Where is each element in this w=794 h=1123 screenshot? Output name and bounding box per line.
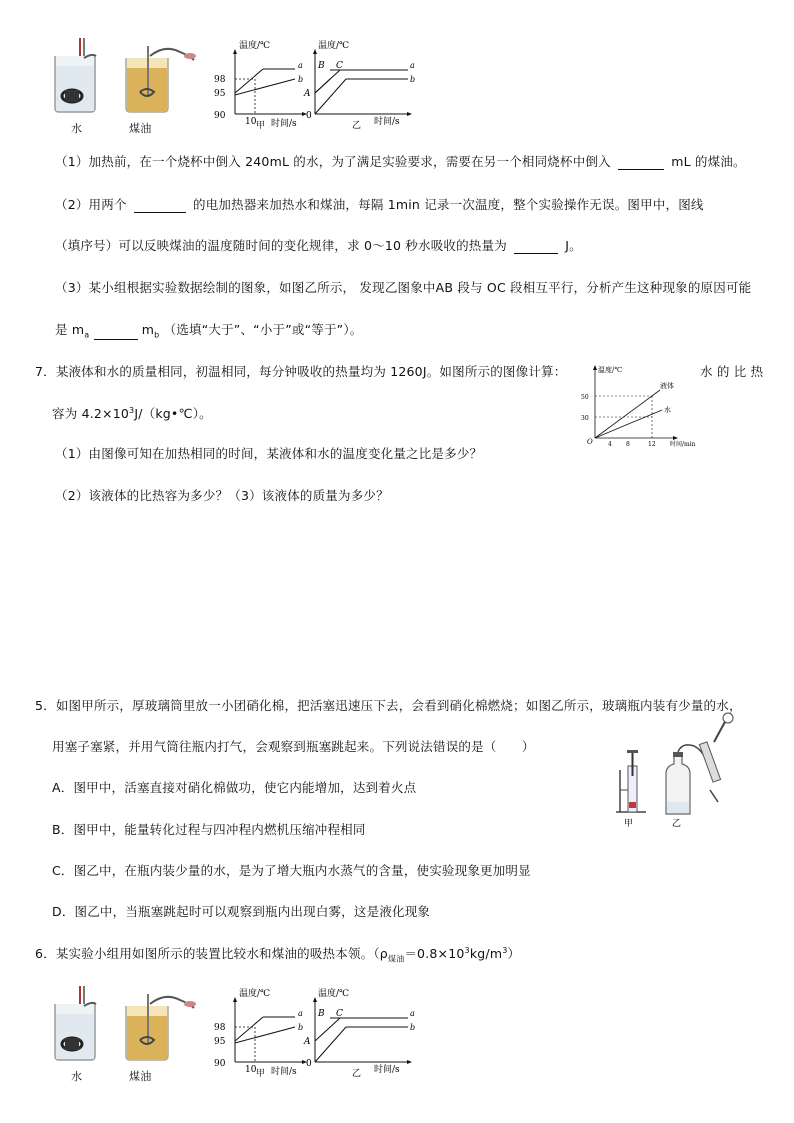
water-label: 水 [71, 1070, 83, 1083]
figure6-top [45, 38, 425, 138]
chart-yi-name: 乙 [352, 121, 362, 130]
chart-yi-origin: 0 [306, 1059, 312, 1069]
q7-line1: 7．某液体和水的质量相同，初温相同，每分钟吸收的热量均为 1260J。如图所示的图像计算： [35, 364, 567, 379]
q7-chart-xtick-4: 4 [608, 441, 612, 448]
chart-yi-point-c: C [336, 1009, 343, 1019]
q6-part2-line1: （2）用两个 的电加热器来加热水和煤油，每隔 1min 记录一次温度，整个实验操作无误。图甲中，图线 [55, 197, 704, 212]
q7-chart-origin: O [587, 438, 593, 446]
chart-yi-xlabel: 时间/s [374, 117, 400, 127]
chart-jia-name: 甲 [256, 1069, 266, 1078]
chart-jia-line-a: a [298, 61, 303, 70]
kerosene-beaker-image [120, 994, 200, 1062]
chart-yi-ylabel: 温度/℃ [318, 989, 350, 999]
chart-yi-point-a: A [304, 89, 311, 99]
water-label: 水 [71, 122, 83, 135]
chart-jia-line-b: b [298, 1023, 304, 1032]
q5-line1: 5．如图甲所示，厚玻璃筒里放一小团硝化棉，把活塞迅速压下去，会看到硝化棉燃烧；如图乙所示，玻璃瓶内装有少量的水， [35, 698, 742, 713]
chart-jia-ytick-98: 98 [214, 75, 226, 85]
q5-figure [610, 712, 745, 830]
q5-option-d[interactable]: D．图乙中，当瓶塞跳起时可以观察到瓶内出现白雾，这是液化现象 [52, 904, 431, 919]
answer-blank[interactable] [134, 199, 186, 213]
water-beaker-image [50, 38, 100, 113]
q7-chart-xlabel: 时间/min [670, 441, 696, 448]
chart-yi-point-b: B [318, 1009, 325, 1019]
q5-option-b[interactable]: B．图甲中，能量转化过程与四冲程内燃机压缩冲程相同 [52, 822, 366, 837]
q6-part3-line2: 是 $m_a$ $m_b$ （选填“大于”、“小于”或“等于”）。 [55, 322, 363, 340]
kerosene-label: 煤油 [129, 1070, 152, 1083]
chart-jia-ytick-95: 95 [214, 89, 226, 99]
answer-blank[interactable] [514, 240, 558, 254]
q5-fig-label-jia: 甲 [624, 819, 634, 829]
chart-yi-point-a: A [304, 1037, 311, 1047]
chart-yi-origin: 0 [306, 111, 312, 121]
chart-yi-line-a: a [410, 61, 415, 70]
chart-jia-ytick-90: 90 [214, 111, 226, 121]
chart-jia-xlabel: 时间/s [271, 1067, 297, 1077]
chart-yi-point-c: C [336, 61, 343, 71]
q7-chart-ytick-30: 30 [581, 415, 589, 422]
chart-yi-name: 乙 [352, 1069, 362, 1078]
q5-option-c[interactable]: C．图乙中，在瓶内装少量的水，是为了增大瓶内水蒸气的含量，使实验现象更加明显 [52, 863, 531, 878]
kerosene-label: 煤油 [129, 122, 152, 135]
chart-yi [300, 38, 415, 130]
q6-part3-line1: （3）某小组根据实验数据绘制的图象，如图乙所示， 发现乙图象中AB 段与 OC 段相互平行，分析产生这种现象的原因可能 [55, 280, 752, 295]
chart-jia-line-a: a [298, 1009, 303, 1018]
chart-yi-line-a: a [410, 1009, 415, 1018]
chart-jia-xtick-10: 10 [245, 117, 257, 127]
chart-yi-line-b: b [410, 1023, 415, 1032]
q7-sub2: （2）该液体的比热容为多少？（3）该液体的质量为多少？ [55, 488, 389, 503]
answer-blank[interactable] [94, 326, 138, 340]
chart-jia-ytick-95: 95 [214, 1037, 226, 1047]
q7-sub1: （1）由图像可知在加热相同的时间，某液体和水的温度变化量之比是多少？ [55, 446, 483, 461]
chart-yi [300, 986, 415, 1078]
q7-chart-series-water: 水 [664, 406, 671, 414]
q5-fig-label-yi: 乙 [672, 819, 682, 829]
chart-yi-line-b: b [410, 75, 415, 84]
water-beaker-image [50, 986, 100, 1061]
chart-jia-name: 甲 [256, 121, 266, 130]
chart-jia [203, 986, 308, 1078]
q6-part1: （1）加热前，在一个烧杯中倒入 240mL 的水，为了满足实验要求，需要在另一个相同烧杯中倒入 mL 的煤油。 [55, 154, 746, 169]
q7-chart-xtick-8: 8 [626, 441, 630, 448]
chart-yi-xlabel: 时间/s [374, 1065, 400, 1075]
chart-jia-xlabel: 时间/s [271, 119, 297, 129]
q5-line2: 用塞子塞紧，并用气筒往瓶内打气，会观察到瓶塞跳起来。下列说法错误的是（ ） [52, 739, 535, 754]
chart-jia [203, 38, 308, 130]
q7-chart-ytick-50: 50 [581, 394, 589, 401]
chart-jia-ylabel: 温度/℃ [239, 41, 271, 51]
answer-blank[interactable] [618, 156, 664, 170]
q7-chart-xtick-12: 12 [648, 441, 656, 448]
kerosene-beaker-image [120, 46, 200, 114]
q7-chart-series-liquid: 液体 [660, 382, 674, 390]
chart-jia-xtick-10: 10 [245, 1065, 257, 1075]
figure6-bottom [45, 986, 425, 1086]
chart-jia-ytick-98: 98 [214, 1023, 226, 1033]
chart-jia-line-b: b [298, 75, 304, 84]
q6-part2-line2: （填序号）可以反映煤油的温度随时间的变化规律，求 0～10 秒水吸收的热量为 J。 [55, 238, 582, 253]
q7-line1-right: 水 的 比 热 [700, 364, 764, 379]
q5-option-a[interactable]: A．图甲中，活塞直接对硝化棉做功，使它内能增加，达到着火点 [52, 780, 417, 795]
q7-chart-ylabel: 温度/℃ [598, 366, 623, 374]
q7-line2: 容为 $4.2\times 10^3J/(kg•℃)$。 [52, 405, 212, 421]
chart-yi-ylabel: 温度/℃ [318, 41, 350, 51]
chart-jia-ylabel: 温度/℃ [239, 989, 271, 999]
chart-jia-ytick-90: 90 [214, 1059, 226, 1069]
q6-title-line: 6．某实验小组用如图所示的装置比较水和煤油的吸热本领。$(\rho_{煤油}=0.8\times 10^3kg/m^3)$ [35, 945, 521, 964]
q7-chart [580, 362, 702, 450]
chart-yi-point-b: B [318, 61, 325, 71]
